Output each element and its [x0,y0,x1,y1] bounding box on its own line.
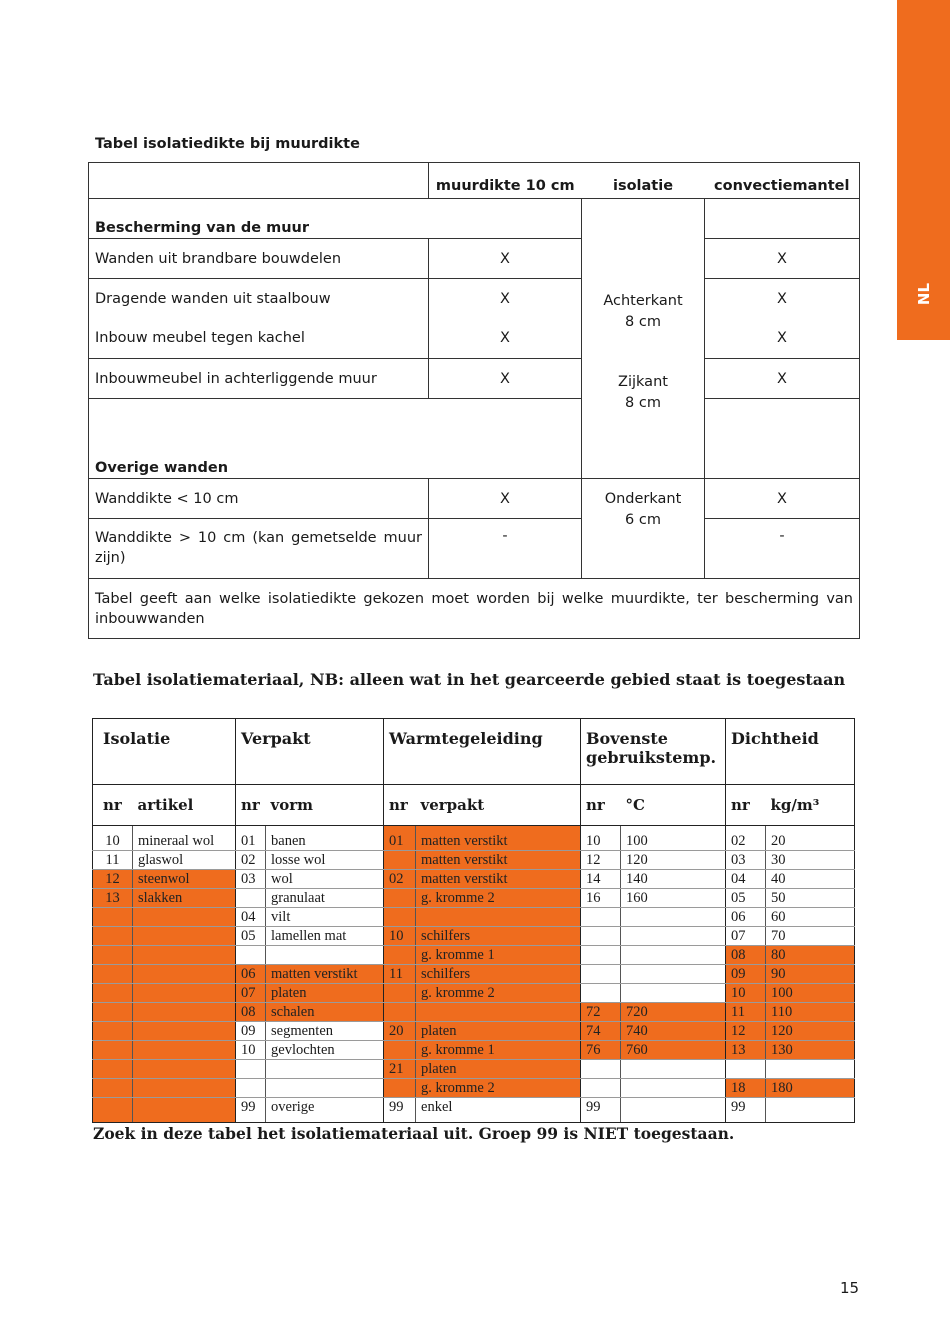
table-cell [133,946,236,965]
table-cell: g. kromme 1 [416,1041,581,1060]
table-cell [93,1060,133,1079]
table-cell [384,1079,416,1098]
group-bovenste-temp: Bovenste gebruikstemp. [581,719,726,785]
header-isolatie: isolatie [582,163,705,199]
isolatie-onderkant: Onderkant [604,491,682,507]
table-cell [236,946,266,965]
subheader: nr [236,785,266,826]
table-cell: 08 [236,1003,266,1022]
row-conv: X [705,239,860,279]
table-cell: 76 [581,1041,621,1060]
table-cell: 01 [236,826,266,851]
table-cell [766,1098,855,1123]
table-cell [93,1079,133,1098]
table-row [93,889,855,908]
row-muur: X [429,359,582,399]
table-cell: 03 [236,870,266,889]
table-cell [133,1098,236,1123]
table-cell: matten verstikt [416,870,581,889]
table-cell [384,946,416,965]
table-cell [581,1060,621,1079]
table-cell: 720 [621,1003,726,1022]
table-cell [581,927,621,946]
table-cell: vilt [266,908,384,927]
table-cell [93,984,133,1003]
header-convectiemantel: convectiemantel [705,163,860,199]
table-cell [93,927,133,946]
table-cell [621,965,726,984]
isolatie-achterkant-value: 8 cm [625,313,661,330]
group-verpakt: Verpakt [236,719,384,785]
header-muurdikte: muurdikte 10 cm [429,163,582,199]
subheader: °C [621,785,726,826]
table-cell [133,908,236,927]
table-cell [621,908,726,927]
table-row [93,826,855,851]
table-cell [766,1060,855,1079]
table-cell: 09 [726,965,766,984]
table-cell [266,946,384,965]
table-row [93,946,855,965]
row-conv: X [705,479,860,519]
table-cell: 30 [766,851,855,870]
table-cell [621,984,726,1003]
table-row [93,1060,855,1079]
table-cell: g. kromme 1 [416,946,581,965]
table-cell [384,1041,416,1060]
table-cell: mineraal wol [133,826,236,851]
table-cell: 04 [236,908,266,927]
table-cell [581,965,621,984]
table-cell: 04 [726,870,766,889]
table-cell: 20 [766,826,855,851]
table-cell [236,1060,266,1079]
table-cell: overige [266,1098,384,1123]
page-number: 15 [840,1279,860,1297]
subheader: verpakt [416,785,581,826]
table-cell: 100 [621,826,726,851]
table-cell [581,946,621,965]
row-label: Wanden uit brandbare bouwdelen [89,239,429,279]
row-label: Wanddikte > 10 cm (kan gemetselde muur zijn) [89,519,429,579]
table-cell: 10 [726,984,766,1003]
table-cell [416,1003,581,1022]
subheader: nr [581,785,621,826]
table-cell [384,908,416,927]
table-row [93,927,855,946]
group-isolatie: Isolatie [93,719,236,785]
subheader: kg/m³ [766,785,855,826]
table-cell: 21 [384,1060,416,1079]
row-label: Wanddikte < 10 cm [89,479,429,519]
table-cell: 99 [384,1098,416,1123]
table-cell: losse wol [266,851,384,870]
group-warmtegeleiding: Warmtegeleiding [384,719,581,785]
table-cell [133,1003,236,1022]
table-cell: matten verstikt [266,965,384,984]
table-cell: steenwol [133,870,236,889]
table-cell [133,1079,236,1098]
isolatie-cell-2 [582,479,705,579]
table-cell: enkel [416,1098,581,1123]
table-cell [93,908,133,927]
table-cell: 80 [766,946,855,965]
table-cell: 10 [93,826,133,851]
table-row [93,984,855,1003]
table-cell: 13 [726,1041,766,1060]
table-cell: segmenten [266,1022,384,1041]
table-cell: 12 [93,870,133,889]
table-cell [621,946,726,965]
table-cell: glaswol [133,851,236,870]
table-cell: 50 [766,889,855,908]
table-cell: 70 [766,927,855,946]
row-muur: X [429,479,582,519]
table-cell: 02 [726,826,766,851]
table-cell: 110 [766,1003,855,1022]
table-cell [384,851,416,870]
row-muur: X [429,239,582,279]
row-label: Inbouwmeubel in achterliggende muur [89,359,429,399]
table-cell: 140 [621,870,726,889]
table-row [93,1022,855,1041]
table-cell: 90 [766,965,855,984]
table-cell: 99 [581,1098,621,1123]
table-cell: granulaat [266,889,384,908]
table-cell: schalen [266,1003,384,1022]
table-cell: 05 [236,927,266,946]
table-cell [384,889,416,908]
isolatie-achterkant: Achterkant [603,293,683,309]
footer-note: Zoek in deze tabel het isolatiemateriaal uit. Groep 99 is NIET toegestaan. [93,1124,735,1143]
conv-blank [705,199,860,239]
table-cell [133,1022,236,1041]
table-cell [416,908,581,927]
table-cell: 99 [236,1098,266,1123]
table-cell: 13 [93,889,133,908]
table-row [93,1079,855,1098]
row-conv: X [705,359,860,399]
table-cell: schilfers [416,965,581,984]
table-cell [93,946,133,965]
table-cell [133,965,236,984]
table-cell: 06 [726,908,766,927]
table-cell [93,1098,133,1123]
language-tab-label: NL [915,282,933,306]
table-row [93,870,855,889]
table-cell: 06 [236,965,266,984]
subheader: nr [726,785,766,826]
subheader: vorm [266,785,384,826]
header-blank [89,163,429,199]
table-cell [133,927,236,946]
table-cell: schilfers [416,927,581,946]
table-cell [621,1098,726,1123]
table-cell: 16 [581,889,621,908]
table-row [93,1003,855,1022]
table-cell [236,1079,266,1098]
language-tab [897,0,950,340]
table-cell: banen [266,826,384,851]
table-cell: g. kromme 2 [416,984,581,1003]
row-label: Dragende wanden uit staalbouw [89,279,429,319]
table-cell: 02 [236,851,266,870]
table-cell: 72 [581,1003,621,1022]
table-cell: 10 [384,927,416,946]
table-cell: 11 [726,1003,766,1022]
table-cell: g. kromme 2 [416,889,581,908]
table-cell [621,1060,726,1079]
table-cell: platen [266,984,384,1003]
group-dichtheid: Dichtheid [726,719,855,785]
table2-title: Tabel isolatiemateriaal, NB: alleen wat in het gearceerde gebied staat is toegestaan [93,670,846,689]
table-cell: 09 [236,1022,266,1041]
row-label: Inbouw meubel tegen kachel [89,319,429,359]
table-cell [133,1060,236,1079]
table-cell: 40 [766,870,855,889]
isolatie-onderkant-value: 6 cm [625,511,661,528]
subheader: nr [93,785,133,826]
table-cell: 18 [726,1079,766,1098]
table1-title: Tabel isolatiedikte bij muurdikte [95,136,360,152]
table-cell [621,1079,726,1098]
table-cell: gevlochten [266,1041,384,1060]
insulation-thickness-table [88,162,860,639]
table-cell: 120 [621,851,726,870]
isolatie-zijkant: Zijkant [618,374,668,390]
table-cell [266,1060,384,1079]
row-muur: X [429,319,582,359]
table-row [93,851,855,870]
insulation-material-table [92,718,855,1123]
table-cell [581,1079,621,1098]
spacer-cell [89,399,582,439]
table-cell: 12 [581,851,621,870]
table-cell [384,984,416,1003]
table-cell: 60 [766,908,855,927]
row-conv: - [705,519,860,579]
isolatie-zijkant-value: 8 cm [625,394,661,411]
table-cell [621,927,726,946]
section-bescherming: Bescherming van de muur [89,199,582,239]
table-cell: wol [266,870,384,889]
table-cell: 99 [726,1098,766,1123]
table-cell: platen [416,1022,581,1041]
table-cell: 100 [766,984,855,1003]
table-cell [384,1003,416,1022]
row-conv: X [705,279,860,319]
table-cell [581,908,621,927]
table-cell: g. kromme 2 [416,1079,581,1098]
table-cell [133,984,236,1003]
table-cell [581,984,621,1003]
table-cell: matten verstikt [416,851,581,870]
table-cell [266,1079,384,1098]
table-cell [93,1022,133,1041]
table-cell: 03 [726,851,766,870]
table-cell: 07 [726,927,766,946]
row-muur: X [429,279,582,319]
isolatie-cell-1 [582,199,705,479]
table-cell: 20 [384,1022,416,1041]
table-cell: 01 [384,826,416,851]
table1-note: Tabel geeft aan welke isolatiedikte gekozen moet worden bij welke muurdikte, ter bescherming van inbouwwanden [89,579,860,639]
table-cell: 12 [726,1022,766,1041]
table-cell: 08 [726,946,766,965]
table-row [93,908,855,927]
table-cell: 02 [384,870,416,889]
table-cell: 14 [581,870,621,889]
table-cell: 11 [93,851,133,870]
table-cell: 07 [236,984,266,1003]
table-row [93,1041,855,1060]
section-overige: Overige wanden [89,439,582,479]
table-cell: 05 [726,889,766,908]
table-cell: slakken [133,889,236,908]
table-cell [133,1041,236,1060]
table-cell [93,965,133,984]
table-cell: platen [416,1060,581,1079]
row-muur: - [429,519,582,579]
table-cell: 180 [766,1079,855,1098]
table-cell: 10 [581,826,621,851]
table-cell: lamellen mat [266,927,384,946]
table-cell [726,1060,766,1079]
table-cell: 130 [766,1041,855,1060]
table-cell: 11 [384,965,416,984]
table-cell: matten verstikt [416,826,581,851]
table-cell: 760 [621,1041,726,1060]
table-row [93,965,855,984]
row-conv: X [705,319,860,359]
table-cell: 160 [621,889,726,908]
subheader: artikel [133,785,236,826]
table-cell: 740 [621,1022,726,1041]
table-row [93,1098,855,1123]
table-cell [93,1003,133,1022]
table-cell: 74 [581,1022,621,1041]
subheader: nr [384,785,416,826]
table-cell: 120 [766,1022,855,1041]
conv-blank [705,399,860,479]
table-cell: 10 [236,1041,266,1060]
table-cell [93,1041,133,1060]
table-cell [236,889,266,908]
